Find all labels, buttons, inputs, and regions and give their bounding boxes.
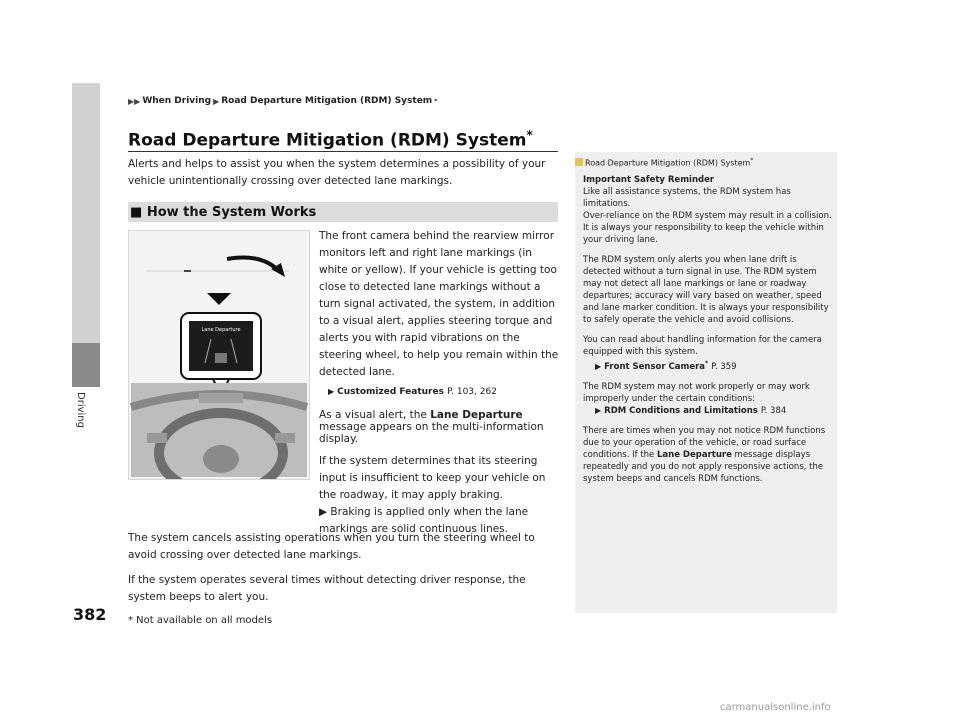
body-paragraph-4: The system cancels assisting operations when you turn the steering wheel to avoid crossing over detected lane markings. (128, 532, 535, 561)
section-title-text: How the System Works (146, 205, 317, 220)
breadcrumb-item-rdm[interactable]: Road Departure Mitigation (RDM) System (221, 96, 433, 106)
body-paragraph-2 (319, 409, 559, 445)
panel-last-paragraph (583, 425, 833, 485)
panel-last-bold: Lane Departure (657, 449, 732, 460)
reminder-p1: Like all assistance systems, the RDM system has limitations. (583, 187, 791, 209)
intro-paragraph: Alerts and helps to assist you when the system determines a possibility of your vehicle unintentionally crossing over detected lane markings. (128, 158, 546, 187)
side-panel-header (575, 157, 753, 168)
page-title-asterisk: * (526, 128, 533, 142)
xref-page: P. 103, 262 (447, 387, 497, 397)
xref-label: RDM Conditions and Limitations (604, 405, 758, 416)
body-paragraph-5: If the system operates several times without detecting driver response, the system beeps to alert you. (128, 574, 526, 603)
p2-prefix: As a visual alert, the (319, 409, 431, 421)
xref-label: Front Sensor Camera (604, 361, 706, 372)
xref-page: P. 384 (760, 405, 787, 416)
xref-arrow-icon: ▶ (595, 405, 602, 415)
page-title-text: Road Departure Mitigation (RDM) System (128, 130, 527, 151)
page-title (128, 128, 533, 151)
side-tab-label: Driving (75, 392, 86, 428)
section-square-icon: ■ (130, 205, 143, 220)
xref-arrow-icon: ▶ (328, 387, 335, 396)
p2-suffix: message appears on the multi-information display. (319, 421, 544, 445)
body-paragraph-1: The front camera behind the rearview mirror monitors left and right lane markings (in white or yellow). If your vehicle is getting too close to detected lane markings without a turn signal activated, the system, in addition to a visual alert, applies steering torque and alerts you with rapid vibrations on the steering wheel, to help you remain within the detected lane. (319, 230, 559, 378)
title-divider (128, 151, 558, 152)
p2-bold: Lane Departure (430, 409, 523, 421)
watermark: carmanualsonline.info (720, 702, 831, 713)
xref-rdm-conditions[interactable] (595, 405, 833, 417)
full-width-text (128, 530, 558, 606)
xref-page: P. 359 (711, 361, 737, 372)
xref-label: Customized Features (337, 387, 444, 397)
dashboard-svg (129, 231, 309, 479)
breadcrumb-item-when-driving[interactable]: When Driving (142, 96, 212, 106)
dashboard-illustration (128, 230, 310, 480)
body-paragraph-3: If the system determines that its steering input is insufficient to keep your vehicle on the roadway, it may apply braking. (319, 455, 546, 501)
reminder-p2: Over-reliance on the RDM system may result in a collision. It is always your responsibility to keep the vehicle within your driving lane. (583, 211, 832, 245)
section-title (130, 205, 316, 220)
panel-last-suffix: message displays repeatedly and you do not apply responsive actions, the system beeps and cancels RDM functions. (583, 449, 824, 484)
body-column (319, 228, 559, 538)
page-number: 382 (73, 605, 107, 624)
breadcrumb-arrow-icon: ▶ (213, 96, 220, 106)
panel-badge-icon (575, 158, 583, 166)
side-panel-body (583, 174, 833, 493)
bullet-arrow-icon: ▶ (319, 506, 328, 518)
breadcrumb-asterisk: * (434, 97, 438, 105)
breadcrumb (128, 96, 437, 106)
reminder-title: Important Safety Reminder (583, 175, 715, 185)
side-tab-active-marker (72, 343, 100, 387)
screen-label: Lane Departure (201, 327, 241, 333)
panel-camera-paragraph: You can read about handling information for the camera equipped with this system. (583, 335, 822, 357)
side-tab (72, 83, 100, 387)
panel-last-prefix: There are times when you may not notice RDM functions due to your operation of the vehicle, or road surface conditions. If the (583, 425, 826, 460)
footnote: * Not available on all models (128, 615, 273, 626)
xref-arrow-icon: ▶ (595, 361, 602, 371)
xref-front-sensor-camera[interactable] (595, 358, 833, 373)
panel-head-asterisk: * (750, 157, 754, 164)
breadcrumb-arrow-icon: ▶▶ (128, 96, 141, 106)
xref-customized-features[interactable] (328, 383, 559, 401)
bullet-text: Braking is applied only when the lane markings are solid continuous lines. (319, 506, 529, 535)
panel-head-text: Road Departure Mitigation (RDM) System (585, 158, 751, 168)
xref-asterisk: * (705, 360, 709, 367)
panel-conditions-paragraph: The RDM system may not work properly or may work improperly under the certain conditions: (583, 381, 810, 404)
panel-alert-paragraph: The RDM system only alerts you when lane drift is detected without a turn signal in use. The RDM system may not detect all lane markings or lane or roadway departures; accuracy will vary based on weather, speed and lane marker condition. It is always your responsibility to safely operate the vehicle and avoid collisions. (583, 255, 829, 325)
